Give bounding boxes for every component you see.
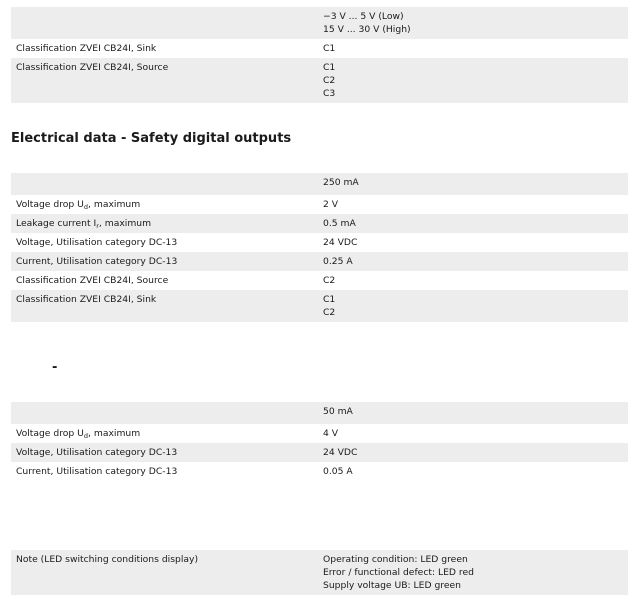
- table-inputs: [11, 7, 628, 103]
- row-value: 0.25 A: [323, 256, 353, 267]
- key-text: Leakage current I: [16, 218, 97, 229]
- table-row: [11, 7, 628, 39]
- section-heading: Electrical data - Safety digital outputs: [11, 131, 292, 146]
- table-row: [11, 550, 628, 595]
- value-line: C2: [323, 307, 336, 318]
- table-row: [11, 39, 628, 58]
- value-line: Error / functional defect: LED red: [323, 567, 474, 578]
- table-outputs: [11, 402, 628, 481]
- key-subscript: d: [83, 432, 89, 440]
- table-row: [11, 271, 628, 290]
- row-key: [11, 402, 318, 424]
- table-row: [11, 402, 628, 424]
- row-value: [318, 58, 628, 103]
- key-subscript: r: [96, 222, 99, 230]
- row-key: Classification ZVEI CB24I, Source: [16, 62, 169, 73]
- row-key: [11, 173, 318, 195]
- row-value: [318, 39, 628, 58]
- key-text: , maximum: [88, 199, 141, 210]
- value-line: −3 V ... 5 V (Low): [323, 11, 404, 22]
- row-key: Classification ZVEI CB24I, Sink: [16, 43, 157, 54]
- row-key: Voltage, Utilisation category DC-13: [16, 447, 178, 458]
- row-value: 50 mA: [323, 406, 353, 417]
- table-row: [11, 252, 628, 271]
- row-key: [11, 7, 318, 39]
- value-line: Operating condition: LED green: [323, 554, 468, 565]
- row-value: 4 V: [323, 428, 339, 439]
- row-value: 2 V: [323, 199, 339, 210]
- table-row: [11, 195, 628, 214]
- row-value: C2: [323, 275, 336, 286]
- table-note: [11, 550, 628, 595]
- row-value: 0.05 A: [323, 466, 353, 477]
- row-key: Current, Utilisation category DC-13: [16, 466, 178, 477]
- table-row: [11, 173, 628, 195]
- table-row: [11, 462, 628, 481]
- value-line: C2: [323, 75, 336, 86]
- value-line: C1: [323, 294, 336, 305]
- row-key: Voltage, Utilisation category DC-13: [16, 237, 178, 248]
- value-line: C1: [323, 43, 336, 54]
- key-text: Voltage drop U: [16, 199, 84, 210]
- row-key: Classification ZVEI CB24I, Sink: [16, 294, 157, 305]
- table-row: [11, 443, 628, 462]
- row-key: Current, Utilisation category DC-13: [16, 256, 178, 267]
- table-row: [11, 214, 628, 233]
- row-key: [11, 195, 318, 214]
- table-row: [11, 424, 628, 443]
- value-line: Supply voltage UB: LED green: [323, 580, 461, 591]
- row-value: [318, 550, 628, 595]
- value-line: C1: [323, 62, 336, 73]
- table-row: [11, 290, 628, 322]
- row-value: [318, 290, 628, 322]
- key-text: , maximum: [98, 218, 152, 229]
- key-text: Voltage drop U: [16, 428, 84, 439]
- row-key: [11, 214, 318, 233]
- table-row: [11, 58, 628, 103]
- row-value: 24 VDC: [323, 237, 358, 248]
- value-line: C3: [323, 88, 336, 99]
- row-value: 250 mA: [323, 177, 359, 188]
- row-key: Note (LED switching conditions display): [16, 554, 199, 565]
- value-line: 15 V ... 30 V (High): [323, 24, 411, 35]
- key-text: , maximum: [88, 428, 141, 439]
- row-key: Classification ZVEI CB24I, Source: [16, 275, 169, 286]
- row-value: 24 VDC: [323, 447, 358, 458]
- row-value: [318, 7, 628, 39]
- row-value: 0.5 mA: [323, 218, 356, 229]
- row-key: [11, 424, 318, 443]
- table-safety-outputs: [11, 173, 628, 322]
- section-heading: -: [52, 360, 58, 375]
- table-row: [11, 233, 628, 252]
- key-subscript: d: [83, 203, 89, 211]
